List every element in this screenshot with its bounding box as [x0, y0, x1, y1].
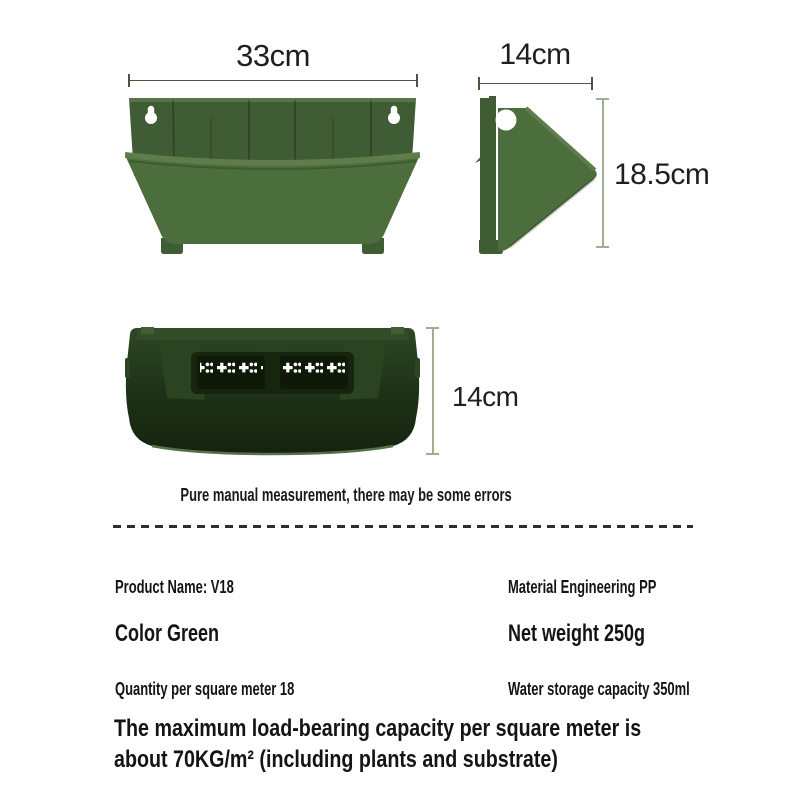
- planter-top-view: [125, 320, 420, 460]
- side-width-label: 14cm: [499, 38, 571, 71]
- top-height-label: 14cm: [452, 381, 519, 412]
- side-height-dimension-line: [596, 98, 609, 248]
- planter-side-view: [470, 94, 604, 258]
- top-height-dimension-line: [426, 327, 439, 455]
- spec-color: Color Green: [115, 620, 220, 647]
- side-width-dimension-line: [478, 77, 593, 90]
- back-rail: [480, 98, 496, 249]
- front-width-label: 33cm: [236, 38, 310, 73]
- spec-water-capacity: Water storage capacity 350ml: [508, 679, 690, 699]
- spec-material: Material Engineering PP: [508, 577, 657, 597]
- spec-product-name: Product Name: V18: [115, 577, 234, 597]
- hook-notch: [496, 110, 517, 131]
- spec-quantity: Quantity per square meter 18: [115, 679, 295, 699]
- spec-net-weight: Net weight 250g: [508, 620, 646, 647]
- side-height-label: 18.5cm: [614, 158, 710, 191]
- front-width-dimension-line: [128, 74, 418, 87]
- planter-front-view: [125, 92, 420, 264]
- dashed-divider: [113, 525, 693, 528]
- load-bearing-note: The maximum load-bearing capacity per square meter is about 70KG/m² (including plants and substrate): [114, 715, 642, 774]
- measurement-note: Pure manual measurement, there may be some errors: [180, 485, 512, 505]
